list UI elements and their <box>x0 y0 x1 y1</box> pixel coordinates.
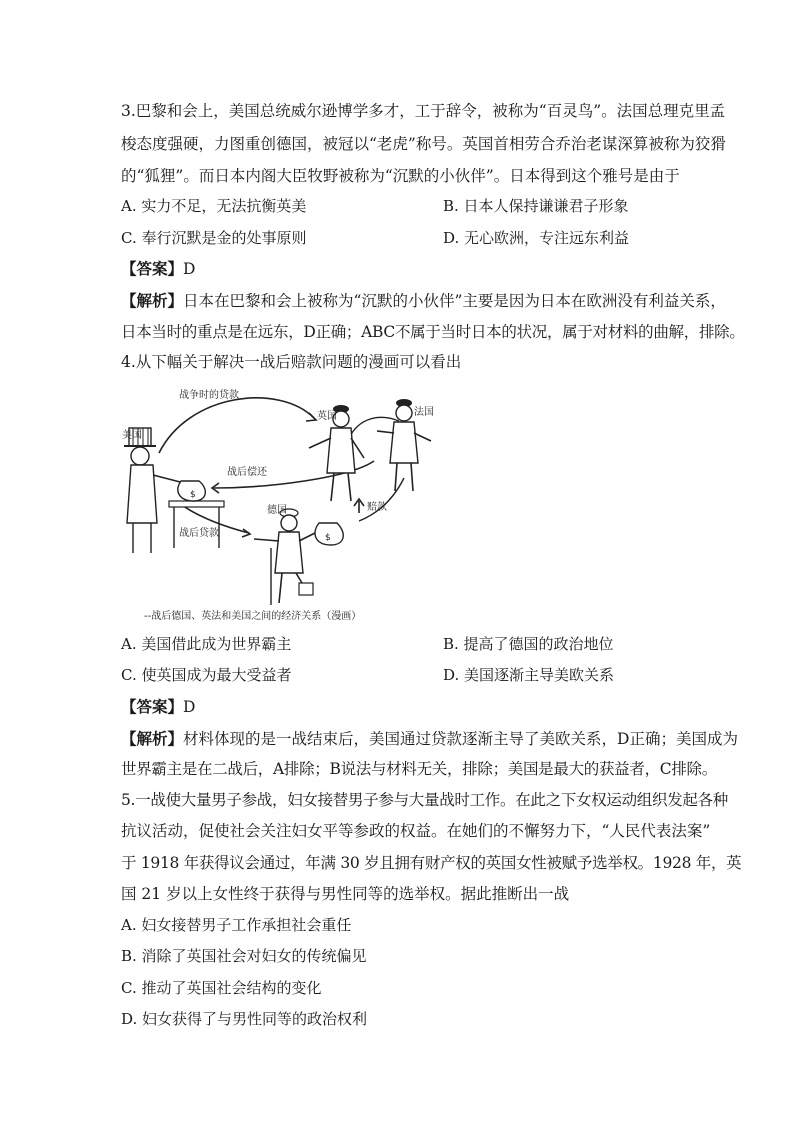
q3-option-a: A. 实力不足，无法抗衡英美 <box>121 197 307 215</box>
reparations-france-arrow <box>359 478 404 521</box>
q3-answer <box>121 259 195 279</box>
label-postwar-loan: 战后贷款 <box>179 528 219 539</box>
q3-answer-tag: 【答案】 <box>121 259 184 278</box>
q3-stem-line-2: 梭态度强硬，力图重创德国，被冠以“老虎”称号。英国首相劳合乔治老谋深算被称为狡猾 <box>121 135 726 153</box>
q5-stem-line-1: 5.一战使大量男子参战，妇女接替男子参与大量战时工作。在此之下女权运动组织发起各种 <box>121 791 728 809</box>
q3-answer-value: D <box>183 260 196 278</box>
q5-stem-line-3: 于 1918 年获得议会通过，年满 30 岁且拥有财产权的英国女性被赋予选举权。1928 年，英 <box>121 854 742 872</box>
q3-option-b: B. 日本人保持谦谦君子形象 <box>443 197 629 215</box>
label-uk: 英国 <box>317 411 337 422</box>
q4-answer-value: D <box>183 698 196 716</box>
war-loan-arrow <box>159 398 314 453</box>
label-germany: 德国 <box>267 505 287 516</box>
q5-stem-line-2: 抗议活动，促使社会关注妇女平等参政的权益。在她们的不懈努力下，“人民代表法案” <box>121 822 711 840</box>
q3-option-c: C. 奉行沉默是金的处事原则 <box>121 229 307 247</box>
label-postwar-repay: 战后偿还 <box>227 467 267 478</box>
uk-france-arrow <box>349 417 399 438</box>
germany-figure <box>254 509 343 605</box>
q4-analysis-tag: 【解析】 <box>121 729 184 748</box>
reparations-cartoon <box>119 383 434 623</box>
q4-option-a: A. 美国借此成为世界霸主 <box>121 635 292 653</box>
cartoon-caption: --战后德国、英法和美国之间的经济关系（漫画） <box>144 611 362 622</box>
usa-bag-dollar: $ <box>190 490 196 500</box>
q5-option-d: D. 妇女获得了与男性同等的政治权利 <box>121 1010 368 1028</box>
q5-option-b: B. 消除了英国社会对妇女的传统偏见 <box>121 947 367 965</box>
q3-analysis-line-2: 日本当时的重点是在远东，D正确；ABC不属于当时日本的状况，属于对材料的曲解，排除。 <box>121 323 745 341</box>
germany-bag-dollar: $ <box>325 533 331 543</box>
q4-answer <box>121 697 195 717</box>
q4-option-b: B. 提高了德国的政治地位 <box>443 635 614 653</box>
war-loan-arrowhead <box>306 413 316 421</box>
q3-analysis-tag: 【解析】 <box>121 291 184 310</box>
q5-option-c: C. 推动了英国社会结构的变化 <box>121 979 322 997</box>
q4-analysis-line-1 <box>121 729 738 749</box>
label-usa: 美国 <box>122 430 142 441</box>
q4-answer-tag: 【答案】 <box>121 697 184 716</box>
q3-analysis-text-1: 日本在巴黎和会上被称为“沉默的小伙伴”主要是因为日本在欧洲没有利益关系， <box>183 292 726 310</box>
q4-analysis-line-2: 世界霸主是在二战后，A排除；B说法与材料无关，排除；美国是最大的获益者，C排除。 <box>121 760 717 778</box>
q4-option-c: C. 使英国成为最大受益者 <box>121 666 292 684</box>
label-war-loan: 战争时的贷款 <box>179 390 239 401</box>
q4-option-d: D. 美国逐渐主导美欧关系 <box>443 666 615 684</box>
q3-stem-line-3: 的“狐狸”。而日本内阁大臣牧野被称为“沉默的小伙伴”。日本得到这个雅号是由于 <box>121 167 680 185</box>
q3-option-d: D. 无心欧洲，专注远东利益 <box>443 229 630 247</box>
q4-analysis-text-1: 材料体现的是一战结束后，美国通过贷款逐渐主导了美欧关系，D正确；美国成为 <box>183 730 738 748</box>
q3-analysis-line-1 <box>121 291 726 311</box>
label-france: 法国 <box>414 407 434 418</box>
q3-stem-line-1: 3.巴黎和会上，美国总统威尔逊博学多才，工于辞令，被称为“百灵鸟”。法国总理克里孟 <box>121 102 726 120</box>
label-reparations: 赔款 <box>367 502 387 513</box>
q4-stem: 4.从下幅关于解决一战后赔款问题的漫画可以看出 <box>121 353 462 371</box>
q5-option-a: A. 妇女接替男子工作承担社会重任 <box>121 916 352 934</box>
q5-stem-line-4: 国 21 岁以上女性终于获得与男性同等的选举权。据此推断出一战 <box>121 885 570 903</box>
